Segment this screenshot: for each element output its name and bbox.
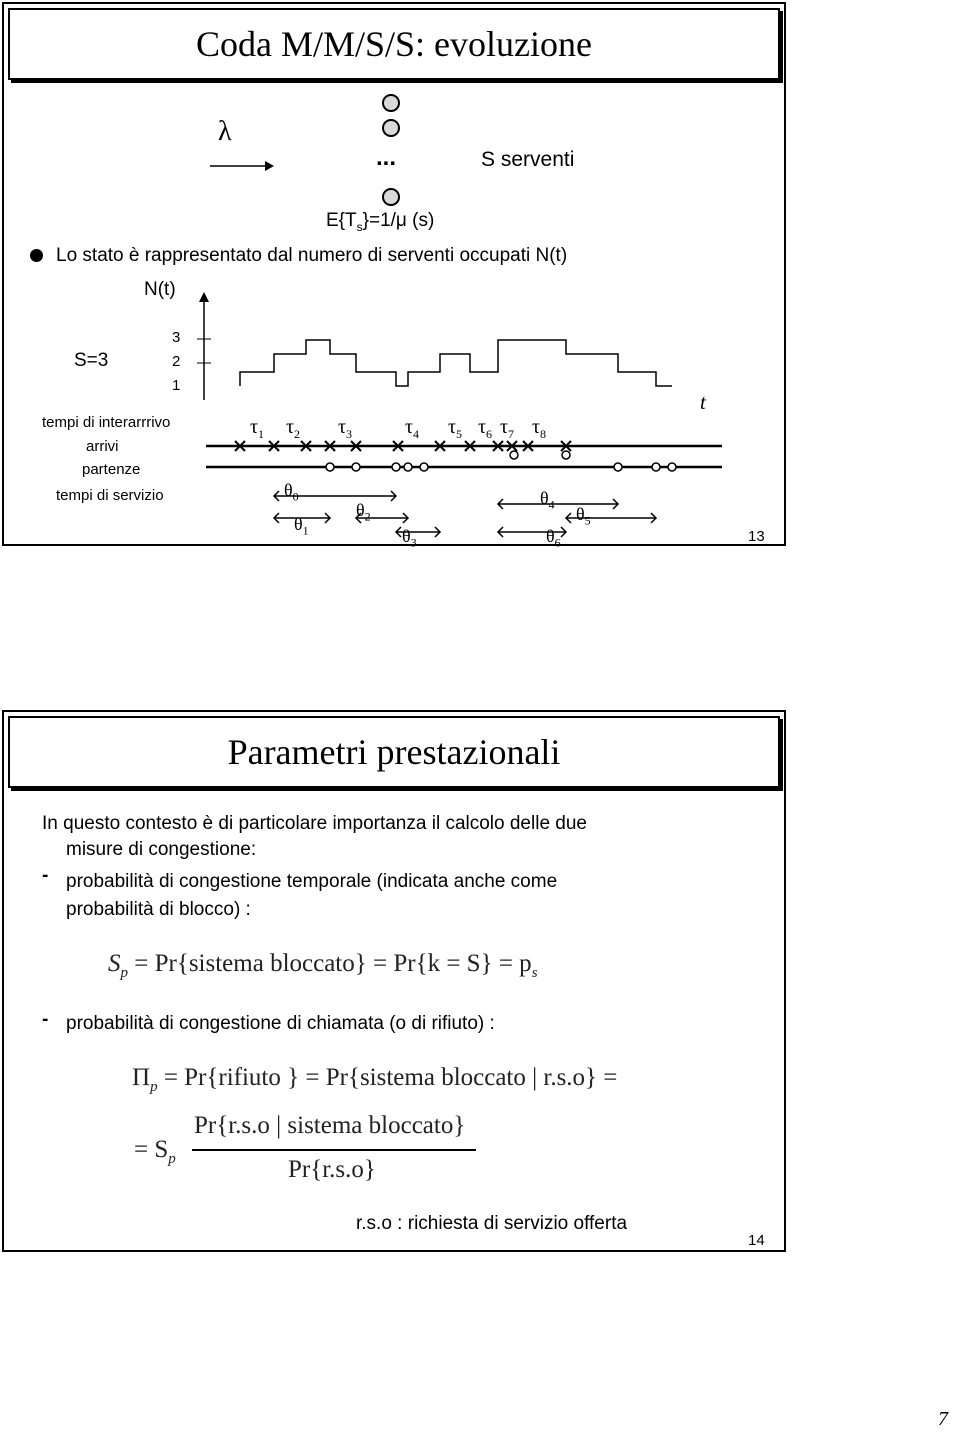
arrival-rate-lambda: λ <box>218 116 232 147</box>
theta-label: $\theta_3$ <box>402 526 417 550</box>
theta-label: $\theta_1$ <box>294 514 309 538</box>
y-axis-label: N(t) <box>144 279 176 300</box>
formula-call-congestion-prefix: = $S_p$ <box>134 1136 176 1167</box>
state-step-function <box>240 340 672 386</box>
departure-circle <box>510 451 518 459</box>
departure-circle <box>420 463 428 471</box>
departure-circle <box>392 463 400 471</box>
list-item-time-congestion: probabilità di blocco) : <box>66 899 251 920</box>
slide-performance-parameters <box>2 710 786 1252</box>
footnote-rso: r.s.o : richiesta di servizio offerta <box>356 1213 628 1234</box>
slide-queue-evolution <box>2 2 786 550</box>
slide-title: Parametri prestazionali <box>8 716 780 788</box>
theta-label: $\theta_2$ <box>356 500 371 524</box>
intro-text: misure di congestione: <box>66 839 257 860</box>
row-label-arrivals: arrivi <box>86 438 119 455</box>
list-item-time-congestion: probabilità di congestione temporale (indicata anche come <box>66 871 558 892</box>
formula-numerator: Pr{r.s.o | sistema bloccato} <box>194 1112 466 1139</box>
intro-text: In questo contesto è di particolare importanza il calcolo delle due <box>42 813 587 834</box>
tau-label: $\tau_2$ <box>286 416 301 441</box>
row-label-departures: partenze <box>82 461 141 478</box>
formula-blocking-probability: $S_p$ = Pr{sistema bloccato} = $Pr\{k = S\} = p_s$ <box>108 950 538 981</box>
tau-label: $\tau_8$ <box>532 416 547 441</box>
service-time-formula: $E\{T_s\}=1/\mu$ (s) <box>326 210 435 234</box>
departure-circle <box>352 463 360 471</box>
departure-circle <box>652 463 660 471</box>
departure-circle <box>614 463 622 471</box>
server-count-label: S=3 <box>74 350 109 371</box>
fraction-bar <box>192 1149 476 1151</box>
slide-number: 14 <box>748 1232 765 1249</box>
level-tick-label: 1 <box>172 377 181 394</box>
bullet-text: Lo stato è rappresentato dal numero di serventi occupati N(t) <box>56 245 568 266</box>
tau-label: $\tau_4$ <box>405 416 420 441</box>
theta-label: $\theta_6$ <box>546 526 561 550</box>
row-label-interarrival: tempi di interarrrivo <box>42 414 171 431</box>
tau-label: $\tau_3$ <box>338 416 353 441</box>
page-number: 7 <box>938 1408 948 1430</box>
theta-label: $\theta_4$ <box>540 488 555 512</box>
list-dash: - <box>42 865 49 886</box>
list-item-call-congestion: probabilità di congestione di chiamata (o di rifiuto) : <box>66 1013 495 1034</box>
level-tick-label: 3 <box>172 329 181 346</box>
theta-label: $\theta_5$ <box>576 504 591 528</box>
formula-call-congestion-line1: $\Pi_p$ = Pr{rifiuto } = Pr{sistema bloccato | r.s.o} = <box>132 1064 618 1095</box>
departure-circle <box>326 463 334 471</box>
tau-label: $\tau_6$ <box>478 416 493 441</box>
tau-label: $\tau_7$ <box>500 416 515 441</box>
servers-label: S serventi <box>481 148 575 171</box>
departure-circle <box>562 451 570 459</box>
service-time-arrows <box>274 491 656 537</box>
time-axis-label: t <box>700 390 706 414</box>
formula-denominator: Pr{r.s.o} <box>288 1156 376 1183</box>
server-ellipsis: ... <box>376 144 397 171</box>
y-axis <box>197 292 211 400</box>
tau-label: $\tau_1$ <box>250 416 265 441</box>
row-label-service-times: tempi di servizio <box>56 487 164 504</box>
departure-circle <box>404 463 412 471</box>
theta-label: $\theta_0$ <box>284 480 299 504</box>
list-dash: - <box>42 1009 49 1030</box>
level-tick-label: 2 <box>172 353 181 370</box>
state-timeline <box>4 4 788 548</box>
slide-title: Coda M/M/S/S: evoluzione <box>8 8 780 80</box>
tau-label: $\tau_5$ <box>448 416 463 441</box>
departure-circle <box>668 463 676 471</box>
slide-number: 13 <box>748 528 765 545</box>
